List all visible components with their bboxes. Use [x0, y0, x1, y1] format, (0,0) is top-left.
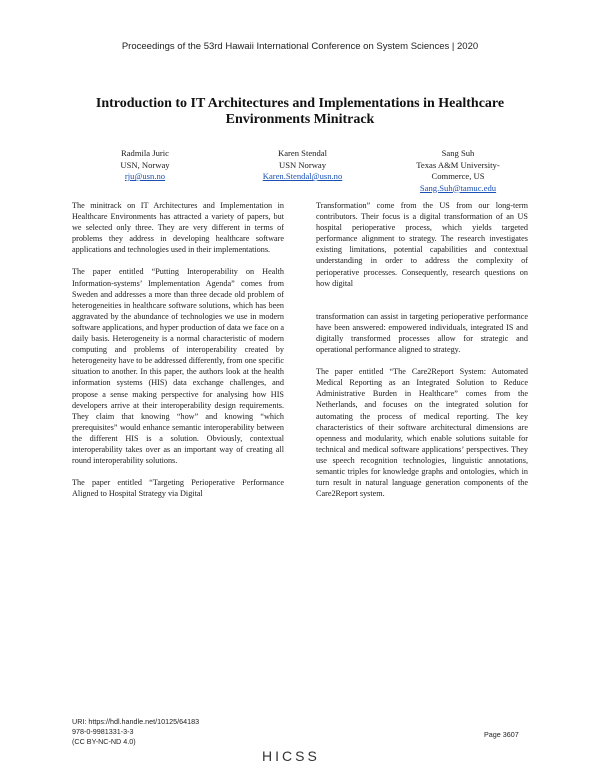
author-affiliation: USN Norway: [278, 159, 327, 170]
paragraph: Transformation” come from the US from our long-term contributors. Their focus is a digital transformation of an US hospital perioperative process, which yields targeted performance alignment to strategy. The research investigates existing limitations, potential capabilities and contextual understanding in order to address the complexity of perioperative processes. Consequently, research questions on how digital: [316, 201, 528, 288]
author-name: Karen Stendal: [278, 148, 327, 158]
paragraph: The minitrack on IT Architectures and Implementation in Healthcare Environments has attracted a variety of papers, but we selected only three. They are very different in terms of problems they address in developing healthcare software applications and technologies used in their implementations.: [72, 201, 284, 255]
page-number: Page 3607: [484, 730, 519, 739]
footer-info: [72, 717, 199, 747]
paragraph: transformation can assist in targeting perioperative performance have been answered: empowered individuals, integrated IS and digitally transformed processes allow for strategic and operational performance aligned to strategy.: [316, 311, 528, 355]
author-email-link[interactable]: Sang.Suh@tamuc.edu: [419, 182, 497, 193]
footer-license: (CC BY-NC-ND 4.0): [72, 737, 136, 746]
footer-uri: URI: https://hdl.handle.net/10125/64183: [72, 717, 200, 726]
paper-title: Introduction to IT Architectures and Implementations in Healthcare Environments Minitrack: [95, 96, 505, 127]
right-column: [316, 200, 528, 510]
author-email-link[interactable]: rju@usn.no: [124, 171, 166, 181]
author-block-3: [398, 148, 518, 194]
author-affiliation: USN, Norway: [120, 159, 170, 170]
author-name: Radmila Juric: [121, 148, 169, 158]
footer-isbn: 978-0-9981331-3-3: [72, 727, 134, 736]
running-header: Proceedings of the 53rd Hawaii International Conference on System Sciences | 2020: [121, 41, 479, 52]
author-name: Sang Suh: [441, 148, 475, 158]
left-column: [72, 200, 284, 510]
author-block-2: [255, 148, 350, 183]
paragraph: The paper entitled “Targeting Perioperative Performance Aligned to Hospital Strategy via Digital: [72, 478, 284, 499]
author-affiliation: Texas A&M University-: [416, 159, 500, 170]
author-affiliation-continued: Commerce, US: [431, 171, 485, 181]
paragraph: The paper entitled “The Care2Report System: Automated Medical Reporting as an Integrated Solution to Reduce Administrative Burden in Healthcare” comes from the Netherlands, and focuses on the integrated solution for automating the process of medical reporting. The key characteristics of their software architectural dimensions are openness and modularity, which enable solutions suitable for technical and medical software applications’ perspectives. They use speech recognition technologies, linguistic annotations, semantic triples for knowledge graphs and ontologies, which in turn result in natural language generation components of the Care2Report system.: [316, 367, 528, 499]
hicss-logo: HICSS: [262, 748, 320, 764]
author-block-1: [100, 148, 190, 183]
paragraph: The paper entitled “Putting Interoperability on Health Information-systems’ Implementation Agenda” comes from Sweden and addresses a more than three decade old problem of heterogeneities in healthcare software solutions, which has been aggravated by the abundance of technologies we use in modern software applications, and hyper production of data we face on a daily basis. Heterogeneity is a normal characteristic of modern computing and problems of interoperability created by heterogeneity have to be addressed differently, from one specific situation to another. In this paper, the authors look at the health information systems (HIS) data exchange challenges, and propose a sense making perspective for analysing how HIS developers arrive at their interoperability design requirements. They claim that knowing “how” and knowing “which prerequisites” would enhance semantic interoperability between the different HIS is a solution. Obviously, contextual interoperability takes over as an important way of creating all round interoperability solutions.: [72, 267, 284, 466]
author-email-link[interactable]: Karen.Stendal@usn.no: [262, 171, 343, 181]
